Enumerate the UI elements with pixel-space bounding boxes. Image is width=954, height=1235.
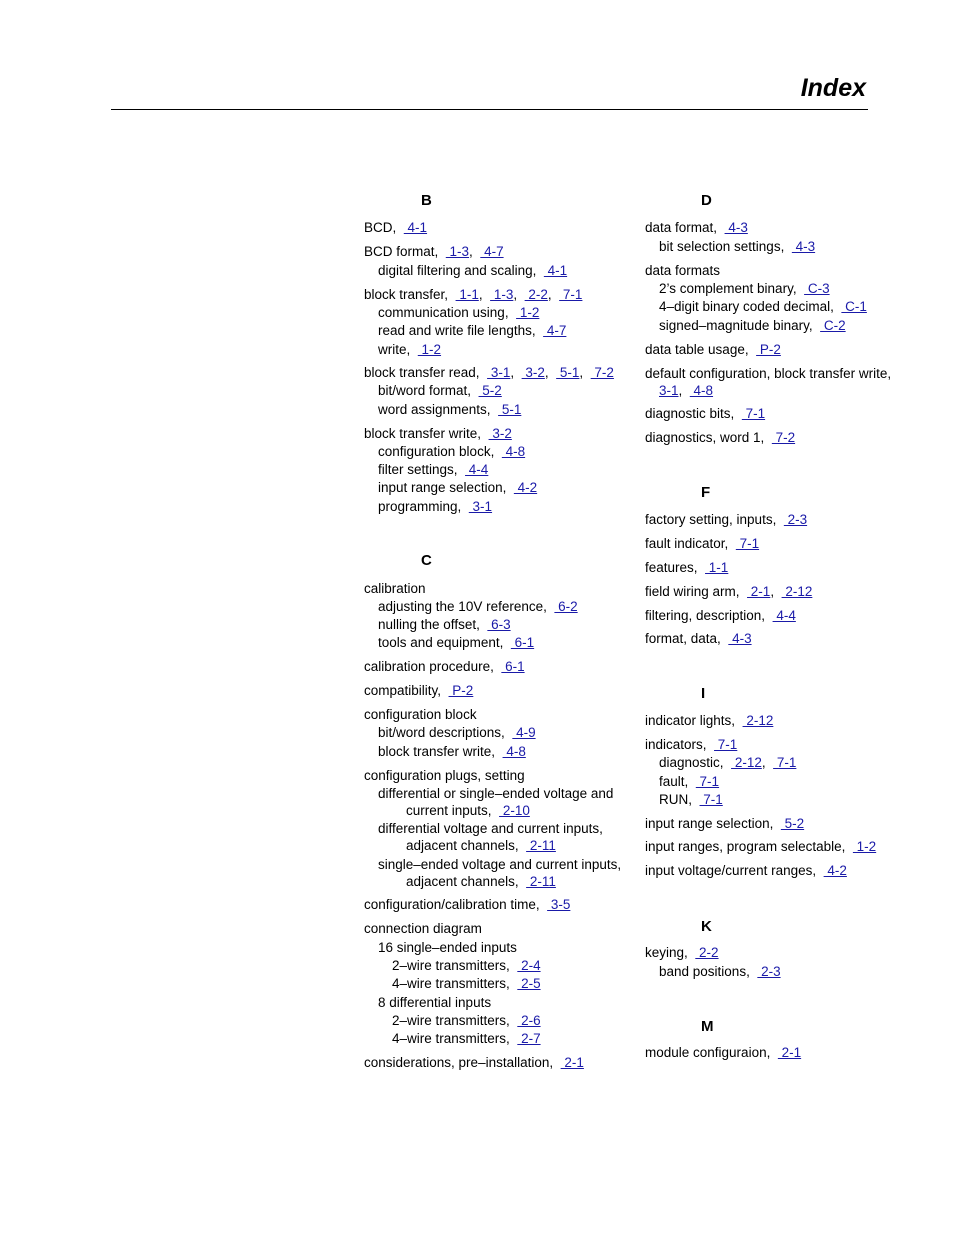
index-entry [645,559,728,577]
page-reference-link[interactable]: 5-1 [556,365,580,380]
index-entry-label: fault, [659,774,689,789]
index-entry [364,479,537,497]
index-entry [364,658,525,676]
section-letter-f: F [701,484,711,501]
index-entry-label: block transfer write, [378,744,496,759]
page-reference-link[interactable]: 2-3 [757,964,781,979]
page-reference-link[interactable]: 7-1 [741,406,766,421]
page-reference-link[interactable]: 4-7 [543,323,567,338]
index-entry-label: 4–wire transmitters, [392,976,510,991]
index-entry [364,939,517,957]
page-reference-link[interactable]: C-1 [841,299,867,314]
index-entry [364,262,567,280]
index-entry: BCD format, 1-3, 4-7 [364,244,504,259]
index-entry-label: adjacent channels, [406,874,519,889]
index-entry-label: input voltage/current ranges, [645,863,817,878]
index-entry: block transfer read, 3-1, 3-2, 5-1, 7-2 [364,365,614,380]
page-reference-link[interactable]: 7-1 [695,774,720,789]
index-entry [645,736,737,754]
index-entry [364,634,534,652]
index-entry-label: word assignments, [378,402,491,417]
index-entry-label: configuration block, [378,444,495,459]
index-entry-label: format, data, [645,631,721,646]
page-reference-link[interactable]: 4-8 [501,444,526,459]
index-entry-label: diagnostics, word 1, [645,430,765,445]
index-entry-label: communication using, [378,305,509,320]
page-reference-link[interactable]: 1-1 [705,560,729,575]
page-reference-link[interactable]: 6-3 [487,617,511,632]
index-entry [645,944,719,962]
page-reference-link[interactable]: 4-8 [502,744,526,759]
index-entry-label: digital filtering and scaling, [378,263,537,278]
index-entry-label: data formats [645,263,721,278]
index-entry-label: programming, [378,499,462,514]
page-reference-link[interactable]: 4-8 [689,383,714,398]
index-entry [364,382,502,400]
index-entry [645,365,891,383]
page-reference-link[interactable]: 4-7 [480,244,504,259]
index-entry-label: 8 differential inputs [378,995,492,1010]
index-entry [645,341,781,359]
page-reference-link[interactable]: 2-12 [731,755,762,770]
index-entry-label: adjacent channels, [406,838,519,853]
index-entry: diagnostic, 2-12, 7-1 [659,755,797,770]
index-entry-label: BCD format, [364,244,439,259]
index-entry-label: considerations, pre–installation, [364,1055,554,1070]
index-entry-label: single–ended voltage and current inputs, [378,857,622,872]
page-reference-link[interactable]: 3-1 [659,383,679,398]
page-reference-link[interactable]: C-2 [820,318,846,333]
index-entry: block transfer, 1-1, 1-3, 2-2, 7-1 [364,287,583,302]
index-entry-label: data format, [645,220,718,235]
index-entry [645,773,719,791]
page-reference-link[interactable]: 2-11 [526,874,556,889]
index-entry [364,706,477,724]
section-letter-c: C [421,552,432,569]
index-entry [364,820,603,838]
page-reference-link[interactable]: 4-3 [724,220,748,235]
page-title: Index [800,74,866,102]
index-entry-label: factory setting, inputs, [645,512,777,527]
page-reference-link[interactable]: 3-1 [487,365,511,380]
index-entry-label: input range selection, [378,480,507,495]
page-reference-link[interactable]: 7-2 [590,365,614,380]
index-entry [364,994,491,1012]
page-reference-link[interactable]: 7-1 [735,536,760,551]
index-entry-label: keying, [645,945,688,960]
page-reference-link[interactable]: 1-3 [490,287,514,302]
index-entry: field wiring arm, 2-1, 2-12 [645,584,813,599]
index-entry-label: connection diagram [364,921,482,936]
index-entry-label: default configuration, block transfer write, [645,366,892,381]
index-entry-label: read and write file lengths, [378,323,536,338]
index-entry-label: calibration procedure, [364,659,494,674]
index-entry [364,304,539,322]
section-letter-k: K [701,918,712,935]
index-entry [645,791,723,809]
index-entry-label: current inputs, [406,803,492,818]
page-reference-link[interactable]: 1-1 [455,287,479,302]
page-reference-link[interactable]: 4-3 [791,239,816,254]
index-entry-label: data table usage, [645,342,749,357]
index-entry [645,429,795,447]
index-entry-label: calibration [364,581,426,596]
page-reference-link[interactable]: 4-9 [512,725,536,740]
page-reference-link[interactable]: 2-11 [526,838,556,853]
index-entry [645,862,847,880]
index-entry-label: indicators, [645,737,707,752]
index-entry-label: filtering, description, [645,608,766,623]
section-letter-b: B [421,192,432,209]
section-letter-i: I [701,685,706,702]
index-entry-label: bit/word descriptions, [378,725,505,740]
index-entry [645,712,773,730]
index-entry-label: filter settings, [378,462,458,477]
index-entry [364,975,541,993]
index-entry [364,802,530,820]
index-entry [645,511,807,529]
index-entry [645,630,752,648]
page-reference-link[interactable]: 4-4 [465,462,489,477]
index-entry [645,238,815,256]
index-entry [364,896,570,914]
index-entry [364,580,426,598]
index-entry-label: compatibility, [364,683,442,698]
page-reference-link[interactable]: 7-2 [771,430,796,445]
page-reference-link[interactable]: 6-1 [510,635,535,650]
page-reference-link[interactable]: 4-1 [543,263,568,278]
page-reference-link[interactable]: 2-6 [517,1013,541,1028]
index-entry [364,219,427,237]
index-entry [645,317,846,335]
index-entry-label: nulling the offset, [378,617,480,632]
page-reference-link[interactable]: C-3 [804,281,830,296]
index-entry [364,957,541,975]
page-reference-link[interactable]: 4-2 [823,863,847,878]
page-reference-link[interactable]: 2-1 [560,1055,584,1070]
index-entry-label: 4–wire transmitters, [392,1031,510,1046]
title-divider [111,109,868,110]
index-entry [645,963,781,981]
index-entry [364,743,526,761]
index-entry [364,837,556,855]
index-entry-label: input ranges, program selectable, [645,839,846,854]
index-entry [364,920,482,938]
index-entry [645,280,830,298]
page-reference-link[interactable]: 6-2 [554,599,578,614]
index-entry-label: differential or single–ended voltage and [378,786,614,801]
index-entry [364,616,511,634]
page-reference-link[interactable]: 2-1 [777,1045,802,1060]
index-entry-label: 16 single–ended inputs [378,940,517,955]
index-entry [645,815,804,833]
page-reference-link[interactable]: 2-2 [524,287,548,302]
index-entry [645,607,796,625]
page-reference-link[interactable]: 1-2 [417,342,442,357]
index-entry-label: 4–digit binary coded decimal, [659,299,834,314]
index-entry-label: bit selection settings, [659,239,785,254]
index-entry [645,262,720,280]
page-reference-link[interactable]: 3-2 [488,426,512,441]
index-entry-label: field wiring arm, [645,584,740,599]
index-entry [364,598,578,616]
index-entry-label: signed–magnitude binary, [659,318,813,333]
index-entry [364,341,441,359]
index-entry [364,498,492,516]
index-entry-label: bit/word format, [378,383,472,398]
page-reference-link[interactable]: 3-2 [521,365,545,380]
index-entry-label: features, [645,560,698,575]
index-entry-label: BCD, [364,220,397,235]
index-entry [364,682,473,700]
index-entry-label: diagnostic, [659,755,724,770]
page-reference-link[interactable]: 2-12 [781,584,813,599]
index-entry-label: module configuraion, [645,1045,771,1060]
index-entry-label: band positions, [659,964,750,979]
page-reference-link[interactable]: 3-1 [468,499,493,514]
index-entry-label: configuration block [364,707,477,722]
index-entry-label: tools and equipment, [378,635,504,650]
index-entry [645,219,748,237]
index-entry [364,1012,541,1030]
index-entry [364,443,525,461]
section-letter-d: D [701,192,712,209]
page-reference-link[interactable]: 4-3 [728,631,752,646]
index-entry [645,298,867,316]
index-entry-label: block transfer read, [364,365,480,380]
page-reference-link[interactable]: 4-2 [513,480,538,495]
index-entry: 3-1, 4-8 [659,383,714,398]
page-reference-link[interactable]: 1-2 [852,839,877,854]
page-reference-link[interactable]: 7-1 [773,755,797,770]
index-entry-label: configuration plugs, setting [364,768,525,783]
index-entry-label: 2–wire transmitters, [392,1013,510,1028]
page-reference-link[interactable]: 2-5 [517,976,541,991]
index-entry [364,1054,584,1072]
index-entry-label: 2–wire transmitters, [392,958,510,973]
index-entry-label: block transfer, [364,287,449,302]
page-reference-link[interactable]: P-2 [448,683,474,698]
page-reference-link[interactable]: 5-2 [780,816,805,831]
page-reference-link[interactable]: 2-1 [747,584,771,599]
page-reference-link[interactable]: 6-1 [501,659,525,674]
index-entry-label: 2’s complement binary, [659,281,797,296]
index-entry [364,785,613,803]
index-entry [645,1044,801,1062]
index-entry-label: RUN, [659,792,692,807]
page-reference-link[interactable]: 5-2 [478,383,502,398]
page-reference-link[interactable]: 2-2 [695,945,719,960]
index-entry [364,322,566,340]
page-reference-link[interactable]: 7-1 [714,737,738,752]
page-reference-link[interactable]: 4-4 [772,608,796,623]
index-entry [645,405,765,423]
index-entry [364,767,525,785]
index-entry-label: indicator lights, [645,713,736,728]
index-entry [364,401,521,419]
index-entry [364,856,621,874]
index-entry-label: configuration/calibration time, [364,897,540,912]
page-reference-link[interactable]: 2-10 [499,803,530,818]
index-entry-label: fault indicator, [645,536,729,551]
index-entry-label: input range selection, [645,816,774,831]
page-reference-link[interactable]: 5-1 [498,402,522,417]
index-entry [364,461,488,479]
index-entry-label: diagnostic bits, [645,406,735,421]
index-entry-label: block transfer write, [364,426,482,441]
index-entry [364,1030,541,1048]
index-entry [364,724,536,742]
index-entry-label: differential voltage and current inputs, [378,821,603,836]
page-reference-link[interactable]: 4-1 [403,220,428,235]
index-entry [364,873,556,891]
index-entry [645,838,876,856]
page-reference-link[interactable]: 1-2 [516,305,540,320]
page-reference-link[interactable]: 2-7 [517,1031,541,1046]
page-reference-link[interactable]: P-2 [756,342,781,357]
index-entry-label: write, [378,342,411,357]
page-reference-link[interactable]: 2-3 [783,512,808,527]
page-reference-link[interactable]: 7-1 [559,287,583,302]
page-reference-link[interactable]: 7-1 [699,792,723,807]
page-reference-link[interactable]: 3-5 [547,897,571,912]
page-reference-link[interactable]: 1-3 [445,244,470,259]
section-letter-m: M [701,1018,714,1035]
page-reference-link[interactable]: 2-12 [742,713,774,728]
page-reference-link[interactable]: 2-4 [517,958,541,973]
index-entry-label: adjusting the 10V reference, [378,599,547,614]
index-entry [364,425,512,443]
index-entry [645,535,759,553]
